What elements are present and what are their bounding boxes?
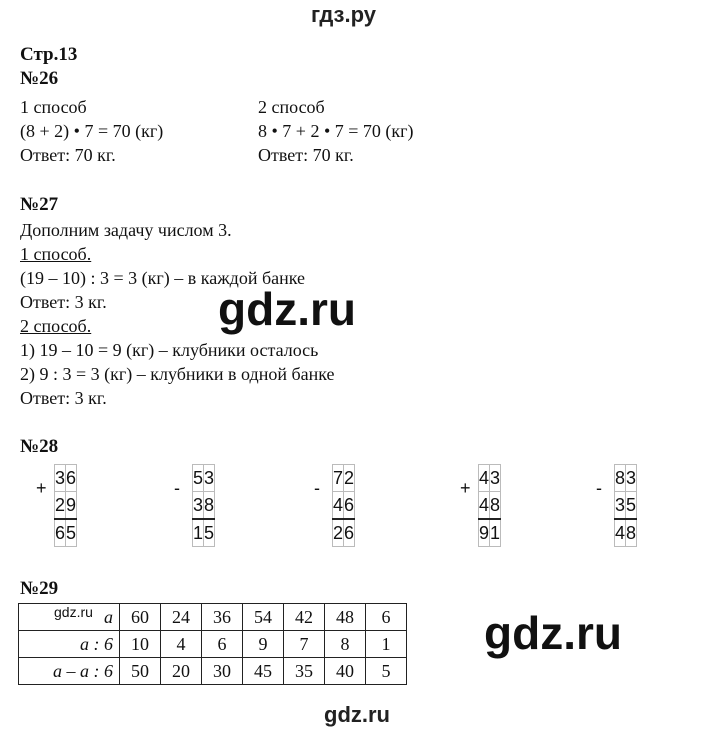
table-cell: 6 [366, 604, 407, 631]
footer-site: gdz.ru [324, 702, 390, 727]
table-cell: 36 [202, 604, 243, 631]
digit-cell: 5 [626, 492, 637, 520]
table-cell: 48 [325, 604, 366, 631]
task27-intro: Дополним задачу числом 3. [20, 220, 232, 240]
digit-cell: 5 [204, 519, 215, 547]
digit-cell: 4 [333, 492, 344, 520]
table-cell: 40 [325, 658, 366, 685]
task26-method2-answer: Ответ: 70 кг. [258, 145, 354, 165]
digit-cell: 2 [55, 492, 66, 520]
table-cell: 35 [284, 658, 325, 685]
table-cell: 24 [161, 604, 202, 631]
operand-row [479, 492, 501, 520]
operator-sign: - [596, 478, 602, 498]
digit-cell: 3 [193, 492, 204, 520]
operand-row [479, 465, 501, 492]
table-cell: 30 [202, 658, 243, 685]
row-label: a [19, 604, 120, 631]
task27-method1-line: (19 – 10) : 3 = 3 (кг) – в каждой банке [20, 268, 306, 288]
task28-number: №28 [20, 436, 59, 457]
task27-method2-answer: Ответ: 3 кг. [20, 388, 107, 408]
watermark-table: gdz.ru [54, 604, 93, 620]
table-cell: 1 [366, 631, 407, 658]
table-cell: 20 [161, 658, 202, 685]
row-label: a – a : 6 [19, 658, 120, 685]
table-row [19, 658, 407, 685]
task29-number: №29 [20, 578, 59, 599]
operand-row [193, 492, 215, 520]
operator-sign: - [174, 478, 180, 498]
digit-cell: 6 [344, 519, 355, 547]
digit-cell: 2 [333, 519, 344, 547]
digit-cell: 4 [615, 519, 626, 547]
table-row [19, 631, 407, 658]
table-cell: 10 [120, 631, 161, 658]
digit-cell: 8 [615, 465, 626, 492]
result-row [55, 519, 77, 547]
operand-row [615, 492, 637, 520]
task26-method2-expr: 8 • 7 + 2 • 7 = 70 (кг) [258, 121, 414, 141]
operand-row [193, 465, 215, 492]
result-row [193, 519, 215, 547]
digit-cell: 3 [626, 465, 637, 492]
task27-method1-title: 1 способ. [20, 244, 92, 264]
watermark-mid: gdz.ru [218, 283, 356, 335]
digit-cell: 2 [344, 465, 355, 492]
operator-sign: + [460, 478, 471, 498]
digit-cell: 7 [333, 465, 344, 492]
operand-row [333, 492, 355, 520]
digit-cell: 8 [204, 492, 215, 520]
digit-cell: 5 [193, 465, 204, 492]
task26-method1-expr: (8 + 2) • 7 = 70 (кг) [20, 121, 164, 141]
digit-cell: 4 [479, 492, 490, 520]
table-cell: 54 [243, 604, 284, 631]
digit-cell: 8 [626, 519, 637, 547]
digit-cell: 3 [615, 492, 626, 520]
page-label: Стр.13 [20, 44, 78, 65]
task26-method1-answer: Ответ: 70 кг. [20, 145, 116, 165]
operand-row [55, 465, 77, 492]
site-title: гдз.ру [311, 2, 376, 27]
digit-cell: 1 [193, 519, 204, 547]
table-cell: 60 [120, 604, 161, 631]
watermark-right: gdz.ru [484, 607, 622, 659]
table-cell: 9 [243, 631, 284, 658]
table-cell: 8 [325, 631, 366, 658]
table-cell: 6 [202, 631, 243, 658]
task27-method1-answer: Ответ: 3 кг. [20, 292, 107, 312]
digit-cell: 3 [204, 465, 215, 492]
digit-cell: 8 [490, 492, 501, 520]
task27-method2-line2: 2) 9 : 3 = 3 (кг) – клубники в одной банке [20, 364, 335, 384]
digit-cell: 9 [66, 492, 77, 520]
operand-row [615, 465, 637, 492]
digit-cell: 3 [55, 465, 66, 492]
digit-cell: 3 [490, 465, 501, 492]
digit-cell: 6 [344, 492, 355, 520]
row-label: a : 6 [19, 631, 120, 658]
task26-method1-title: 1 способ [20, 97, 87, 117]
digit-cell: 6 [66, 465, 77, 492]
result-row [333, 519, 355, 547]
digit-cell: 4 [479, 465, 490, 492]
operand-row [333, 465, 355, 492]
task27-method2-title: 2 способ. [20, 316, 92, 336]
digit-cell: 5 [66, 519, 77, 547]
table-cell: 5 [366, 658, 407, 685]
task27-method2-line1: 1) 19 – 10 = 9 (кг) – клубники осталось [20, 340, 319, 360]
table-cell: 45 [243, 658, 284, 685]
digit-cell: 1 [490, 519, 501, 547]
table-cell: 7 [284, 631, 325, 658]
task27-number: №27 [20, 194, 59, 215]
operand-row [55, 492, 77, 520]
table-cell: 50 [120, 658, 161, 685]
table-cell: 4 [161, 631, 202, 658]
table-cell: 42 [284, 604, 325, 631]
operator-sign: - [314, 478, 320, 498]
result-row [479, 519, 501, 547]
task26-method2-title: 2 способ [258, 97, 325, 117]
digit-cell: 6 [55, 519, 66, 547]
digit-cell: 9 [479, 519, 490, 547]
task26-number: №26 [20, 68, 59, 89]
operator-sign: + [36, 478, 47, 498]
result-row [615, 519, 637, 547]
